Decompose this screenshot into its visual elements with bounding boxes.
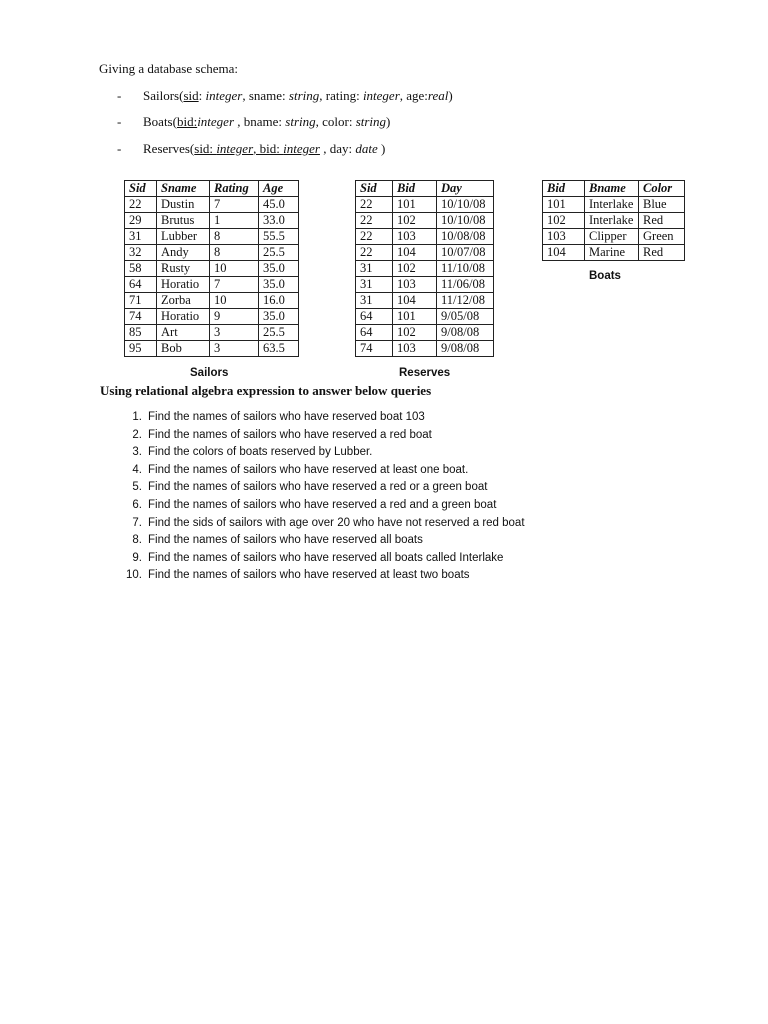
table-cell: 85: [125, 325, 157, 341]
schema-text: ): [386, 114, 391, 129]
schema-reserves: [117, 141, 385, 157]
table-cell: 9/08/08: [437, 341, 494, 357]
table-cell: 104: [543, 245, 585, 261]
table-cell: 10/08/08: [437, 229, 494, 245]
schema-text: , age:: [399, 88, 428, 103]
query-text: Find the colors of boats reserved by Lubber.: [148, 446, 373, 459]
table-row: [356, 341, 494, 357]
boats-table: [542, 180, 685, 261]
table-row: [125, 309, 299, 325]
table-cell: 11/10/08: [437, 261, 494, 277]
table-cell: 9: [210, 309, 259, 325]
table-cell: 64: [125, 277, 157, 293]
table-row: [125, 197, 299, 213]
schema-text: , color:: [315, 114, 356, 129]
schema-text: ): [377, 141, 386, 156]
table-cell: 45.0: [259, 197, 299, 213]
table-cell: 8: [210, 229, 259, 245]
query-text: Find the names of sailors who have reserved all boats called Interlake: [148, 551, 504, 564]
table-cell: 35.0: [259, 277, 299, 293]
column-header: Bid: [393, 181, 437, 197]
table-row: [125, 229, 299, 245]
query-text: Find the names of sailors who have reserved boat 103: [148, 411, 425, 423]
table-cell: Marine: [585, 245, 639, 261]
column-header: Bid: [543, 181, 585, 197]
table-cell: 8: [210, 245, 259, 261]
table-row: [125, 293, 299, 309]
table-row: [356, 229, 494, 245]
table-cell: 31: [356, 293, 393, 309]
table-row: [356, 197, 494, 213]
schema-text: , day:: [319, 141, 356, 156]
table-row: [125, 325, 299, 341]
table-row: [543, 213, 685, 229]
table-cell: 35.0: [259, 261, 299, 277]
schema-text: , sname:: [242, 88, 289, 103]
table-cell: 11/06/08: [437, 277, 494, 293]
table-row: [356, 261, 494, 277]
table-row: [356, 277, 494, 293]
table-cell: Zorba: [157, 293, 210, 309]
table-cell: 103: [543, 229, 585, 245]
table-cell: Lubber: [157, 229, 210, 245]
query-number: 1.: [132, 411, 142, 423]
table-cell: Green: [639, 229, 685, 245]
column-header: Sid: [356, 181, 393, 197]
table-cell: 104: [393, 245, 437, 261]
primary-key: [194, 141, 320, 156]
table-cell: 63.5: [259, 341, 299, 357]
header-row: [356, 181, 494, 197]
list-item: [118, 462, 525, 480]
table-cell: 74: [356, 341, 393, 357]
table-cell: 25.5: [259, 325, 299, 341]
attr-type: integer: [216, 141, 254, 156]
table-cell: 29: [125, 213, 157, 229]
list-item: [118, 550, 525, 568]
intro-text: Giving a database schema:: [99, 61, 238, 76]
table-cell: Bob: [157, 341, 210, 357]
primary-key: sid: [183, 88, 199, 103]
schema-text: ): [448, 88, 453, 103]
table-cell: 101: [393, 309, 437, 325]
bullet-dash: -: [117, 114, 122, 129]
primary-key: bid:: [176, 114, 198, 129]
table-cell: 1: [210, 213, 259, 229]
query-number: 9.: [132, 551, 142, 564]
query-number: 10.: [126, 569, 142, 582]
table-cell: 103: [393, 277, 437, 293]
attr-type: integer: [205, 88, 243, 103]
table-cell: Art: [157, 325, 210, 341]
table-cell: Brutus: [157, 213, 210, 229]
table-cell: 104: [393, 293, 437, 309]
table-cell: 22: [356, 245, 393, 261]
table-cell: 64: [356, 309, 393, 325]
table-cell: Rusty: [157, 261, 210, 277]
attr-type: string: [355, 114, 387, 129]
query-number: 4.: [132, 463, 142, 476]
query-number: 7.: [132, 516, 142, 529]
attr-type: integer: [283, 141, 320, 156]
sailors-caption: Sailors: [190, 367, 229, 379]
attr-type: string: [285, 114, 316, 129]
column-header: Day: [437, 181, 494, 197]
table-cell: 103: [393, 229, 437, 245]
query-number: 3.: [132, 446, 142, 459]
table-cell: Dustin: [157, 197, 210, 213]
table-cell: Red: [639, 213, 685, 229]
list-item: [118, 444, 525, 462]
query-text: Find the names of sailors who have reserved at least one boat.: [148, 463, 469, 476]
schema-sailors: [117, 88, 453, 104]
table-cell: 31: [125, 229, 157, 245]
query-text: Find the names of sailors who have reserved all boats: [148, 534, 423, 547]
query-text: Find the names of sailors who have reserved at least two boats: [148, 569, 470, 582]
sailors-table: [124, 180, 299, 357]
table-row: [125, 341, 299, 357]
column-header: Sid: [125, 181, 157, 197]
table-cell: 10/07/08: [437, 245, 494, 261]
table-cell: 103: [393, 341, 437, 357]
table-row: [356, 293, 494, 309]
table-cell: 101: [543, 197, 585, 213]
table-cell: 22: [125, 197, 157, 213]
table-cell: 10/10/08: [437, 197, 494, 213]
table-cell: Red: [639, 245, 685, 261]
schema-text: :: [198, 88, 206, 103]
bullet-dash: -: [117, 88, 122, 103]
table-cell: 101: [393, 197, 437, 213]
table-cell: 102: [543, 213, 585, 229]
table-cell: 31: [356, 277, 393, 293]
table-cell: 22: [356, 213, 393, 229]
table-cell: 22: [356, 229, 393, 245]
table-cell: Blue: [639, 197, 685, 213]
table-cell: 102: [393, 261, 437, 277]
query-list: [118, 409, 525, 585]
query-number: 2.: [132, 428, 142, 441]
table-row: [543, 229, 685, 245]
table-cell: 95: [125, 341, 157, 357]
query-text: Find the sids of sailors with age over 20 who have not reserved a red boat: [148, 516, 525, 529]
query-text: Find the names of sailors who have reserved a red boat: [148, 428, 432, 441]
table-cell: 33.0: [259, 213, 299, 229]
list-item: [118, 427, 525, 445]
attr-type: real: [427, 88, 449, 103]
query-number: 6.: [132, 498, 142, 511]
table-cell: 74: [125, 309, 157, 325]
table-row: [543, 245, 685, 261]
queries-heading: Using relational algebra expression to answer below queries: [100, 383, 432, 398]
table-row: [356, 245, 494, 261]
table-cell: 3: [210, 325, 259, 341]
table-cell: 55.5: [259, 229, 299, 245]
schema-text: , bname:: [234, 114, 286, 129]
header-row: [543, 181, 685, 197]
table-cell: Horatio: [157, 277, 210, 293]
table-cell: 102: [393, 213, 437, 229]
attr-type: integer: [197, 114, 235, 129]
table-row: [543, 197, 685, 213]
table-cell: Interlake: [585, 197, 639, 213]
table-cell: Clipper: [585, 229, 639, 245]
attr-type: integer: [362, 88, 400, 103]
schema-text: , rating:: [319, 88, 363, 103]
relation-name: Sailors(: [143, 88, 184, 103]
table-cell: 10: [210, 261, 259, 277]
table-row: [125, 213, 299, 229]
list-item: [118, 409, 525, 427]
header-row: [125, 181, 299, 197]
query-text: Find the names of sailors who have reserved a red or a green boat: [148, 481, 488, 494]
table-cell: 10: [210, 293, 259, 309]
table-cell: 32: [125, 245, 157, 261]
table-cell: 11/12/08: [437, 293, 494, 309]
list-item: [118, 515, 525, 533]
bullet-dash: -: [117, 141, 122, 156]
reserves-caption: Reserves: [399, 367, 451, 379]
table-cell: 9/05/08: [437, 309, 494, 325]
table-cell: Andy: [157, 245, 210, 261]
table-row: [125, 261, 299, 277]
table-cell: 35.0: [259, 309, 299, 325]
list-item: [118, 532, 525, 550]
table-cell: 3: [210, 341, 259, 357]
key-attr: , bid:: [253, 141, 284, 156]
list-item: [118, 497, 525, 515]
reserves-table: [355, 180, 494, 357]
table-row: [356, 325, 494, 341]
table-cell: 10/10/08: [437, 213, 494, 229]
list-item: [118, 567, 525, 585]
table-row: [356, 213, 494, 229]
table-cell: 102: [393, 325, 437, 341]
query-text: Find the names of sailors who have reserved a red and a green boat: [148, 498, 497, 511]
table-cell: 31: [356, 261, 393, 277]
query-number: 8.: [132, 534, 142, 547]
table-cell: 64: [356, 325, 393, 341]
column-header: Rating: [210, 181, 259, 197]
schema-boats: [117, 114, 390, 130]
table-cell: 9/08/08: [437, 325, 494, 341]
table-cell: 25.5: [259, 245, 299, 261]
table-row: [356, 309, 494, 325]
column-header: Bname: [585, 181, 639, 197]
relation-name: Reserves(: [143, 141, 195, 156]
relation-name: Boats(: [143, 114, 177, 129]
table-cell: Interlake: [585, 213, 639, 229]
table-row: [125, 245, 299, 261]
key-attr: sid:: [194, 141, 217, 156]
table-cell: 7: [210, 197, 259, 213]
list-item: [118, 479, 525, 497]
table-cell: 22: [356, 197, 393, 213]
boats-caption: Boats: [589, 270, 621, 282]
column-header: Sname: [157, 181, 210, 197]
table-cell: 58: [125, 261, 157, 277]
query-number: 5.: [132, 481, 142, 494]
attr-type: date: [355, 141, 378, 156]
table-cell: Horatio: [157, 309, 210, 325]
column-header: Color: [639, 181, 685, 197]
table-row: [125, 277, 299, 293]
attr-type: string: [288, 88, 320, 103]
table-cell: 16.0: [259, 293, 299, 309]
table-cell: 71: [125, 293, 157, 309]
table-cell: 7: [210, 277, 259, 293]
column-header: Age: [259, 181, 299, 197]
